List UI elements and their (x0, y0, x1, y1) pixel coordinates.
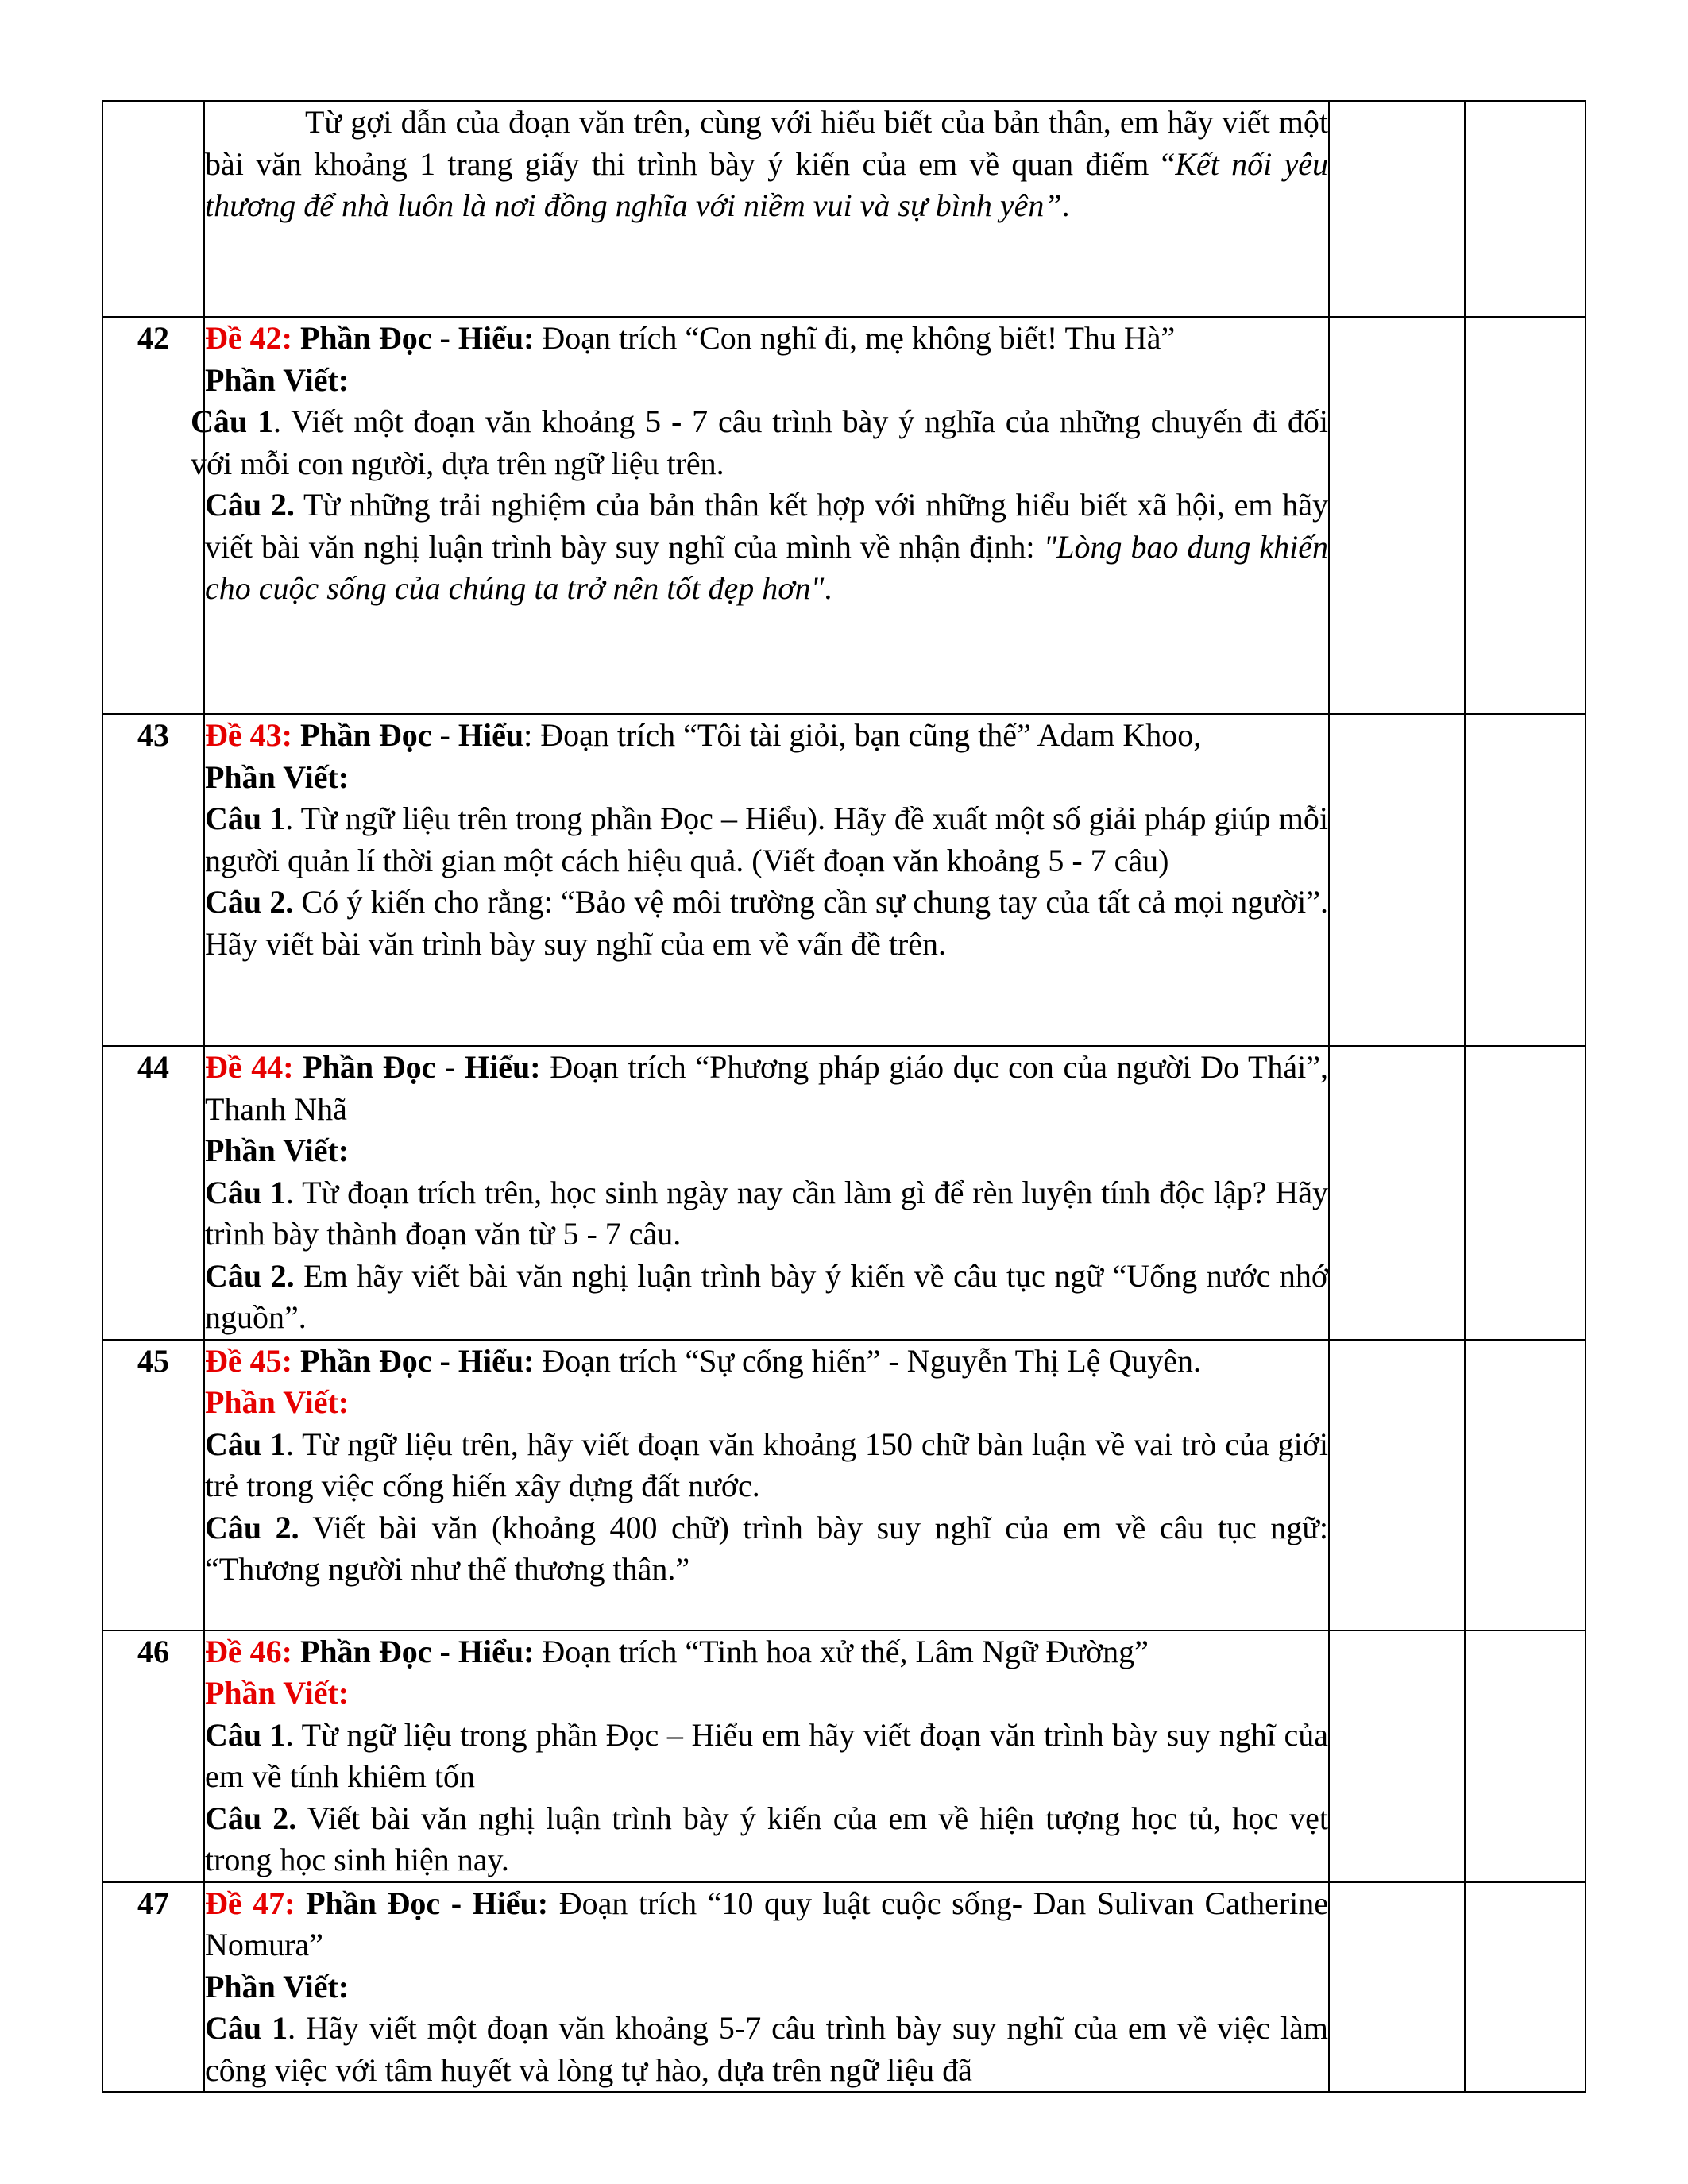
empty-cell (1465, 101, 1586, 317)
question-1-label: Câu 1 (205, 1174, 287, 1210)
question-2 (205, 1507, 1328, 1591)
reading-text: : Đoạn trích “Tôi tài giỏi, bạn cũng thế” Adam Khoo, (523, 717, 1202, 753)
question-1-label: Câu 1 (205, 2010, 288, 2046)
question-1 (205, 798, 1328, 882)
empty-cell (1465, 1630, 1586, 1882)
row-number-cell (102, 101, 204, 317)
question-1-label: Câu 1 (205, 1716, 286, 1753)
table-row (102, 1882, 1586, 2093)
row-number-cell: 42 (102, 317, 204, 714)
reading-text: Đoạn trích “Sự cống hiến” - Nguyễn Thị Lệ Quyên. (542, 1342, 1202, 1379)
empty-cell (1465, 1882, 1586, 2093)
table-row (102, 101, 1586, 317)
table-row (102, 1340, 1586, 1630)
content-cell (204, 1630, 1329, 1882)
exam-label: Đề 47: (205, 1885, 295, 1921)
reading-line (205, 1341, 1328, 1383)
writing-label: Phần Viết: (205, 1675, 350, 1711)
reading-label: Phần Đọc - Hiểu: (299, 1633, 535, 1669)
question-1 (205, 1715, 1328, 1798)
question-1-label: Câu 1 (205, 1426, 287, 1462)
exam-topics-table (102, 100, 1586, 2093)
question-2-label: Câu 2. (205, 1509, 299, 1545)
writing-label: Phần Viết: (205, 361, 350, 398)
empty-cell (1329, 101, 1465, 317)
exam-label: Đề 46: (205, 1633, 292, 1669)
question-2-quote: "Lòng bao dung khiến cho cuộc sống của chúng ta trở nên tốt đẹp hơn" (205, 528, 1328, 606)
reading-line (205, 1047, 1328, 1130)
question-2-text: Em hãy viết bài văn nghị luận trình bày ý kiến về câu tục ngữ “Uống nước nhớ nguồn”. (205, 1257, 1328, 1335)
question-1-text: . Từ ngữ liệu trên trong phần Đọc – Hiểu). Hãy đề xuất một số giải pháp giúp mỗi người quản lí thời gian một cách hiệu quả. (Viết đoạn văn khoảng 5 - 7 câu) (205, 801, 1328, 878)
content-cell (204, 1046, 1329, 1340)
question-2-end: . (824, 570, 832, 606)
empty-cell (1329, 714, 1465, 1046)
reading-label: Phần Đọc - Hiểu: (299, 320, 535, 356)
exam-label: Đề 42: (205, 320, 292, 356)
content-cell (191, 317, 1329, 714)
question-2-text: Viết bài văn (khoảng 400 chữ) trình bày suy nghĩ của em về câu tục ngữ: “Thương người như thể thương thân.” (205, 1509, 1329, 1587)
writing-label: Phần Viết: (205, 758, 350, 795)
question-1 (191, 401, 1328, 484)
exam-label: Đề 44: (205, 1049, 294, 1085)
reading-label: Phần Đọc - Hiểu: (306, 1885, 549, 1921)
question-2 (205, 1798, 1328, 1881)
empty-cell (1465, 1340, 1586, 1630)
content-cell (204, 1882, 1329, 2093)
empty-cell (1329, 317, 1465, 714)
question-1 (205, 2008, 1328, 2091)
intro-end: . (1061, 187, 1070, 223)
reading-text: Đoạn trích “Tinh hoa xử thế, Lâm Ngữ Đường” (542, 1633, 1149, 1669)
reading-line (205, 1883, 1328, 1966)
row-number-cell: 47 (102, 1882, 204, 2093)
empty-cell (1329, 1340, 1465, 1630)
reading-label: Phần Đọc - Hiểu: (303, 1049, 541, 1085)
row-number-cell: 43 (102, 714, 204, 1046)
intro-quote: Kết nối yêu thương để nhà luôn là nơi đồng nghĩa với niềm vui và sự bình yên” (205, 145, 1328, 223)
table-row (102, 1046, 1586, 1340)
reading-line (205, 715, 1328, 757)
question-2 (205, 882, 1328, 965)
reading-text: Đoạn trích “10 quy luật cuộc sống- Dan Sulivan Catherine Nomura” (205, 1885, 1329, 1962)
row-number-cell: 44 (102, 1046, 204, 1340)
empty-cell (1465, 714, 1586, 1046)
row-number-cell: 45 (102, 1340, 204, 1630)
question-1-text: . Hãy viết một đoạn văn khoảng 5-7 câu trình bày suy nghĩ của em về việc làm công việc với tâm huyết và lòng tự hào, dựa trên ngữ liệu đã (205, 2010, 1328, 2088)
table-row (102, 714, 1586, 1046)
row-number-cell: 46 (102, 1630, 204, 1882)
empty-cell (1329, 1630, 1465, 1882)
writing-label: Phần Viết: (205, 1968, 350, 2005)
question-2-label: Câu 2. (205, 884, 294, 920)
empty-cell (1329, 1046, 1465, 1340)
question-1-text: . Từ ngữ liệu trên, hãy viết đoạn văn khoảng 150 chữ bàn luận về vai trò của giới trẻ trong việc cống hiến xây dựng đất nước. (205, 1426, 1328, 1503)
intro-paragraph (205, 102, 1328, 227)
table-row (102, 1630, 1586, 1882)
question-2-label: Câu 2. (205, 1800, 297, 1836)
question-2-text: Từ những trải nghiệm của bản thân kết hợp với những hiểu biết xã hội, em hãy viết bài văn nghị luận trình bày suy nghĩ của mình về nhận định: (205, 487, 1328, 565)
question-2-label: Câu 2. (205, 487, 295, 523)
content-cell (204, 1340, 1329, 1630)
question-1-label: Câu 1 (191, 403, 273, 439)
empty-cell (1465, 1046, 1586, 1340)
question-1-text: . Viết một đoạn văn khoảng 5 - 7 câu trình bày ý nghĩa của những chuyến đi đối với mỗi con người, dựa trên ngữ liệu trên. (191, 403, 1328, 481)
question-1-text: . Từ ngữ liệu trong phần Đọc – Hiểu em hãy viết đoạn văn trình bày suy nghĩ của em về tính khiêm tốn (205, 1716, 1328, 1794)
reading-label: Phần Đọc - Hiểu: (299, 1342, 535, 1379)
question-2-text: Có ý kiến cho rằng: “Bảo vệ môi trường cần sự chung tay của tất cả mọi người”. Hãy viết bài văn trình bày suy nghĩ của em về vấn đề trên. (205, 884, 1329, 962)
exam-label: Đề 45: (205, 1342, 292, 1379)
exam-label: Đề 43: (205, 717, 292, 753)
question-2-label: Câu 2. (205, 1257, 295, 1294)
reading-line (205, 318, 1328, 360)
question-2-text: Viết bài văn nghị luận trình bày ý kiến của em về hiện tượng học tủ, học vẹt trong học sinh hiện nay. (205, 1800, 1328, 1877)
question-1 (205, 1172, 1328, 1256)
question-1 (205, 1424, 1328, 1507)
question-2 (205, 1256, 1328, 1339)
question-1-text: . Từ đoạn trích trên, học sinh ngày nay cần làm gì để rèn luyện tính độc lập? Hãy trình bày thành đoạn văn từ 5 - 7 câu. (205, 1174, 1328, 1252)
table-row (102, 317, 1586, 714)
content-cell (204, 101, 1329, 317)
writing-label: Phần Viết: (205, 1384, 350, 1420)
reading-label: Phần Đọc - Hiểu (299, 717, 524, 753)
question-2 (205, 484, 1328, 610)
reading-text: Đoạn trích “Con nghĩ đi, mẹ không biết! Thu Hà” (542, 320, 1176, 356)
content-cell (204, 714, 1329, 1046)
writing-label: Phần Viết: (205, 1133, 350, 1168)
reading-text: Đoạn trích “Phương pháp giáo dục con của người Do Thái”, Thanh Nhã (205, 1049, 1329, 1127)
empty-cell (1329, 1882, 1465, 2093)
question-1-label: Câu 1 (205, 801, 286, 836)
intro-text: Từ gợi dẫn của đoạn văn trên, cùng với hiểu biết của bản thân, em hãy viết một bài văn khoảng 1 trang giấy thi trình bày ý kiến của em về quan điểm “ (205, 104, 1328, 182)
empty-cell (1465, 317, 1586, 714)
reading-line (205, 1631, 1328, 1673)
